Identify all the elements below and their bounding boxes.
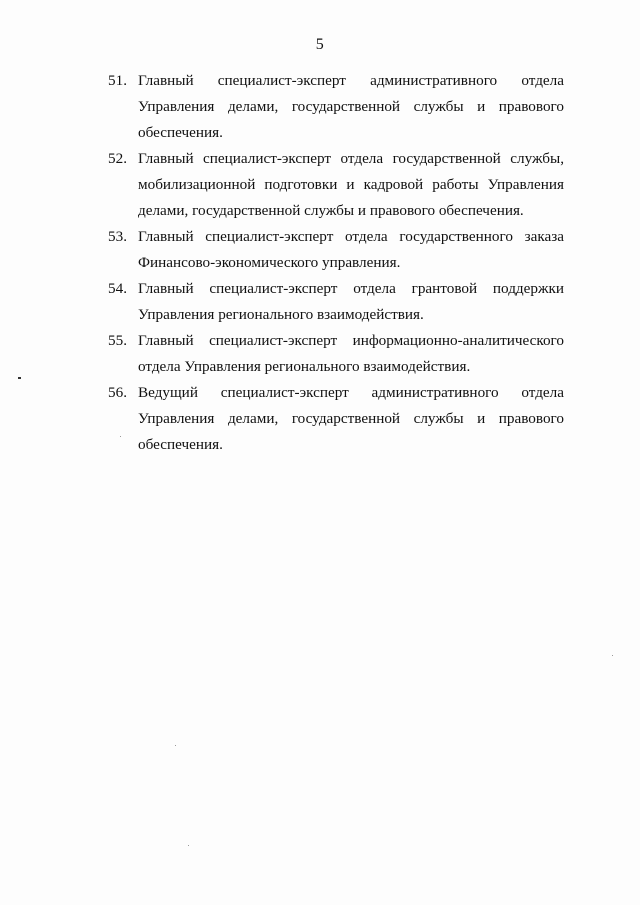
item-number: 54. [108, 280, 127, 297]
item-number: 56. [108, 384, 127, 401]
list-item [108, 380, 564, 458]
scan-artifact [120, 436, 121, 437]
list-item [108, 224, 564, 276]
item-number: 53. [108, 228, 127, 245]
item-text: Главный специалист-эксперт административного отдела Управления делами, государственной службы и правового обеспечения. [138, 72, 564, 141]
position-list [108, 68, 564, 458]
item-text: Главный специалист-эксперт отдела государственной службы, мобилизационной подготовки и кадровой работы Управления делами, государственной службы и правового обеспечения. [138, 150, 564, 219]
list-item [108, 276, 564, 328]
scan-artifact [18, 377, 21, 379]
scan-artifact [175, 745, 176, 746]
item-text: Главный специалист-эксперт отдела государственного заказа Финансово-экономического управления. [138, 228, 564, 271]
list-item [108, 328, 564, 380]
item-number: 52. [108, 150, 127, 167]
page-number: 5 [315, 36, 325, 53]
list-item [108, 146, 564, 224]
item-text: Ведущий специалист-эксперт административного отдела Управления делами, государственной службы и правового обеспечения. [138, 384, 564, 453]
scan-artifact [188, 845, 189, 846]
scan-artifact [612, 655, 613, 656]
item-text: Главный специалист-эксперт информационно-аналитического отдела Управления регионального взаимодействия. [138, 332, 564, 375]
item-number: 55. [108, 332, 127, 349]
item-text: Главный специалист-эксперт отдела грантовой поддержки Управления регионального взаимодействия. [138, 280, 564, 323]
list-item [108, 68, 564, 146]
item-number: 51. [108, 72, 127, 89]
